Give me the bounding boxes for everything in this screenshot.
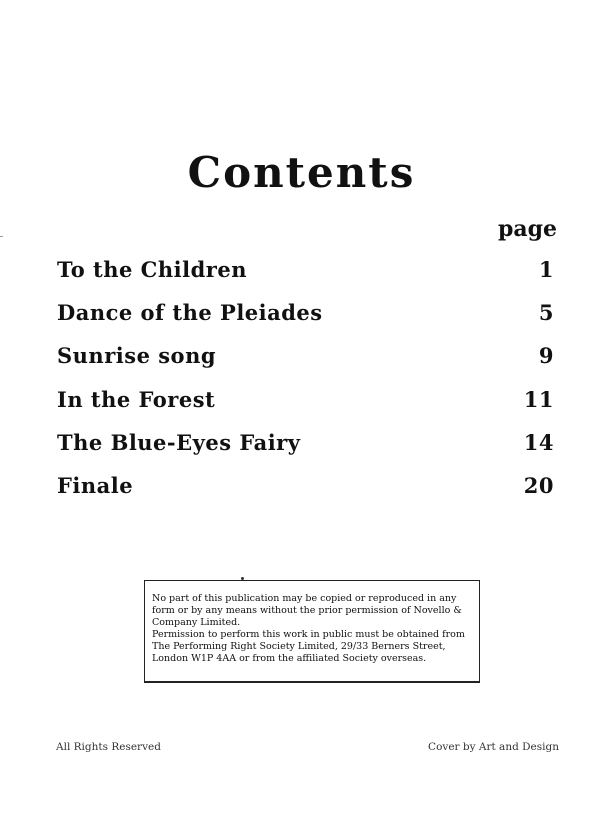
page-edge-mark bbox=[0, 236, 3, 237]
toc-entry-page: 5 bbox=[538, 300, 554, 326]
toc-entry-page: 9 bbox=[538, 343, 554, 369]
toc-entry bbox=[57, 387, 554, 430]
cover-credit-note: Cover by Art and Design bbox=[428, 741, 559, 753]
toc-entry bbox=[57, 343, 554, 386]
toc-entry-page: 11 bbox=[523, 386, 554, 412]
toc-entry bbox=[57, 430, 554, 473]
table-of-contents bbox=[57, 257, 554, 516]
toc-entry-title: To the Children bbox=[57, 257, 247, 282]
toc-entry bbox=[57, 473, 554, 516]
toc-entry-title: In the Forest bbox=[57, 386, 216, 412]
notice-box-mark bbox=[241, 577, 244, 580]
copyright-notice-text: No part of this publication may be copied or reproduced in any form or by any means without the prior permission of Novello & Company Limited. Permission to perform this work in public must be obtained from The Performing Right Society Limited, 29/33 Berners Street, London W1P 4AA or from the affiliated Society overseas. bbox=[152, 593, 465, 664]
toc-entry-page: 1 bbox=[538, 257, 554, 282]
toc-entry-page: 14 bbox=[523, 429, 554, 455]
toc-entry-title: The Blue-Eyes Fairy bbox=[57, 429, 301, 455]
page-title: Contents bbox=[187, 148, 416, 197]
page-column-heading: page bbox=[497, 216, 557, 242]
toc-entry bbox=[57, 257, 554, 300]
toc-entry bbox=[57, 300, 554, 343]
toc-entry-title: Dance of the Pleiades bbox=[57, 300, 323, 326]
toc-entry-title: Finale bbox=[57, 472, 134, 498]
toc-entry-page: 20 bbox=[523, 472, 554, 498]
toc-entry-title: Sunrise song bbox=[57, 343, 217, 369]
rights-reserved-note: All Rights Reserved bbox=[56, 741, 161, 753]
copyright-notice-box bbox=[144, 580, 480, 683]
